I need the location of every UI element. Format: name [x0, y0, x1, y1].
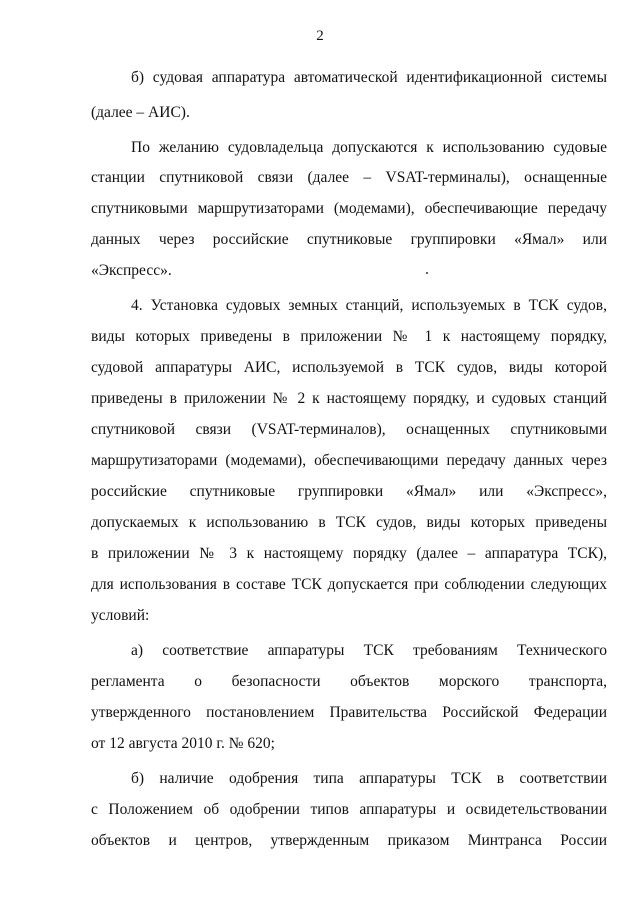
- text-line: данных через российские спутниковые группировки «Ямал» или: [91, 231, 607, 248]
- text-line: виды которых приведены в приложении № 1 к настоящему порядку,: [91, 328, 607, 345]
- page-number: 2: [316, 28, 324, 44]
- text-line: для использования в составе ТСК допускается при соблюдении следующих: [91, 576, 607, 593]
- text-line: от 12 августа 2010 г. № 620;: [91, 735, 275, 752]
- text-line: По желанию судовладельца допускаются к использованию судовые: [131, 139, 607, 156]
- text-line: спутниковой связи (VSAT-терминалов), оснащенных спутниковыми: [91, 421, 607, 438]
- text-line: с Положением об одобрении типов аппаратуры и освидетельствовании: [91, 801, 607, 818]
- text-line: (далее – АИС).: [91, 104, 190, 121]
- text-line: приведены в приложении № 2 к настоящему порядку, и судовых станций: [91, 390, 607, 407]
- text-line: б) наличие одобрения типа аппаратуры ТСК в соответствии: [131, 770, 607, 787]
- text-line: станции спутниковой связи (далее – VSAT-терминалы), оснащенные: [91, 169, 607, 186]
- text-line: а) соответствие аппаратуры ТСК требованиям Технического: [131, 642, 607, 659]
- text-line: допускаемых к использованию в ТСК судов, виды которых приведены: [91, 514, 607, 531]
- text-line: условий:: [91, 607, 150, 624]
- text-line: судовой аппаратуры АИС, используемой в ТСК судов, виды которой: [91, 359, 607, 376]
- text-line: объектов и центров, утвержденным приказом Минтранса России: [91, 832, 607, 849]
- text-line: утвержденного постановлением Правительства Российской Федерации: [91, 704, 607, 721]
- text-line: маршрутизаторами (модемами), обеспечивающими передачу данных через: [91, 452, 607, 469]
- text-line: спутниковыми маршрутизаторами (модемами), обеспечивающие передачу: [91, 200, 607, 217]
- text-line: регламента о безопасности объектов морского транспорта,: [91, 673, 607, 690]
- text-line: российские спутниковые группировки «Ямал» или «Экспресс»,: [91, 483, 607, 500]
- scan-speck: [426, 272, 428, 274]
- text-line: 4. Установка судовых земных станций, используемых в ТСК судов,: [131, 297, 607, 314]
- text-line: б) судовая аппаратура автоматической идентификационной системы: [131, 69, 607, 86]
- text-line: «Экспресс».: [91, 262, 172, 279]
- text-line: в приложении № 3 к настоящему порядку (далее – аппаратура ТСК),: [91, 545, 607, 562]
